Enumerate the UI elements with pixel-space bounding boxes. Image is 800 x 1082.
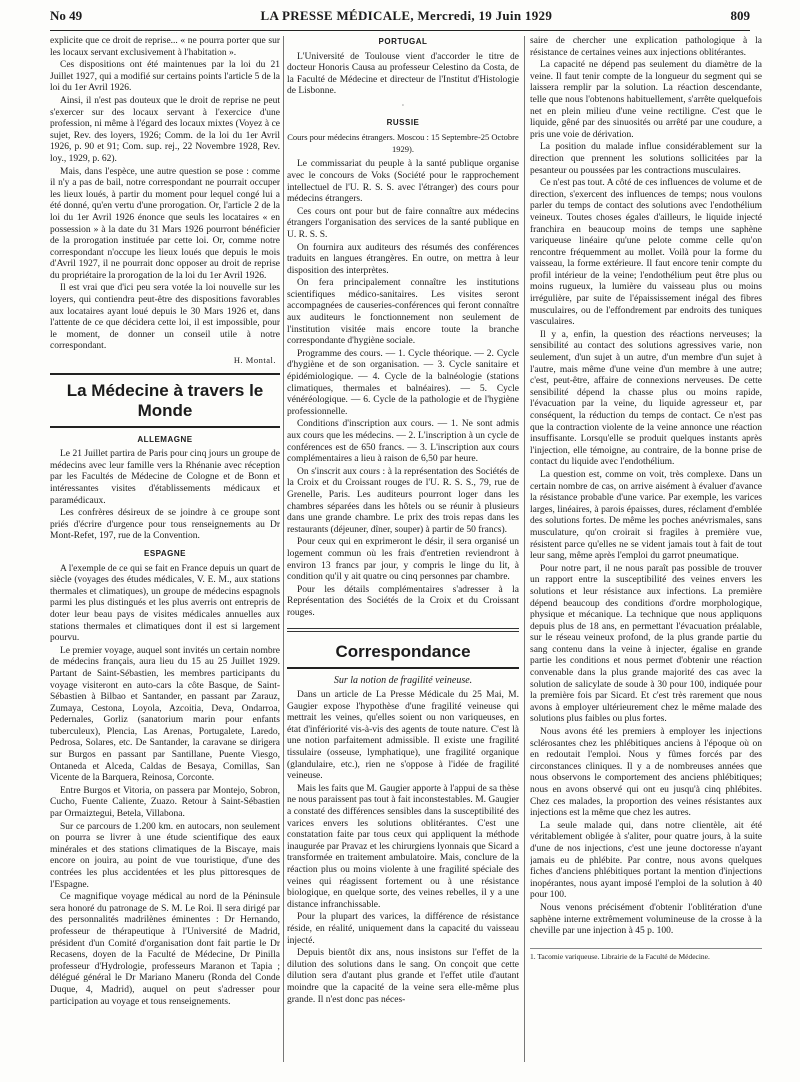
footnote: 1. Tacomie variqueuse. Librairie de la Faculté de Médecine. [530, 948, 762, 961]
paragraph: Dans un article de La Presse Médicale du 25 Mai, M. Gaugier expose l'hypothèse d'une fragilité veineuse qui mettrait les veines, qu'elles soient ou non variqueuses, en état d'infériorité vis-à-vis des agents de toute nature. C'est là une notion parfaitement admissible. Il existe une fragilité tissulaire (osseuse, lymphatique), une fragilité organique (glandulaire, etc.), rien ne s'oppose à l'idée de fragilité veineuse. [287, 690, 519, 782]
paragraph: Nous avons été les premiers à employer les injections sclérosantes chez les phlébitiques anciens à l'époque où on en redoutait l'emploi. Nous y fûmes forcés par des circonstances cliniques. Il y a de nombreuses années que nous observons le comportement des anciens phlébitiques; nous en avons observé qui ont eu jusqu'à cinq phlébites. Chez ces malades, la proportion des veines résistantes aux injections est la même que chez les autres. [530, 727, 762, 819]
article-subtitle: Sur la notion de fragilité veineuse. [333, 674, 473, 686]
paragraph: Le 21 Juillet partira de Paris pour cinq jours un groupe de médecins avec leur famille vers la Rhénanie avec réception par les Facultés de Médecine de Cologne et de Bonn et intéressantes visites d'établissements médicaux et paramédicaux. [50, 449, 280, 506]
paragraph: La question est, comme on voit, très complexe. Dans un certain nombre de cas, on arrive aisément à évaluer d'avance la résistance probable d'une varice. Par exemple, les varices larges, linéaires, à parois épaisses, dures, réclament d'emblée des solutions fortes. De même les poches anévrismales, sans musculature, qu'on croirait si fragiles à première vue, résistent parce qu'elles ne se vident jamais tout à fait de tout leur sang, même après l'emploi du garrot pneumatique. [530, 469, 762, 562]
paragraph: La seule malade qui, dans notre clientèle, ait été véritablement obligée à s'aliter, pour quatre jours, à la suite d'une de nos injections, c'est une jeune doctoresse n'ayant jamais eu de phlébite. Par contre, nous avons quelques fiches d'anciens phlébitiques portant la mention d'injections inopérantes, nous ayant imposé l'emploi de la solution à 40 pour 100. [530, 820, 762, 901]
paragraph: Nous venons précisément d'obtenir l'oblitération d'une saphène interne extrêmement volumineuse de la crosse à la cheville par une injection à 45 p. 100. [530, 902, 762, 937]
paragraph: Il y a, enfin, la question des réactions nerveuses; la sensibilité au contact des solutions agressives varie, non seulement, d'un sujet à un autre, d'un membre d'un sujet à l'autre, mais même d'une veine d'un membre à une autre; c'est, peut-être, affaire de connexions nerveuses. De cette sensibilité dépend la chasse plus ou moins rapide, l'évacuation par la veine, du liquide agresseur et, par conséquent, la réduction du temps de contact. Ce n'est pas que la contraction violente de la veine annonce une réaction insuffisante. Lorsqu'elle se produit quelques instants après l'injection, elle témoigne, au contraire, de la bonne prise de contact du liquide avec l'endothélium. [530, 329, 762, 468]
column-divider [524, 36, 525, 1062]
paragraph: On s'inscrit aux cours : à la représentation des Sociétés de la Croix et du Croissant rouges de l'U. R. S. S., 79, rue de Grenelle, Paris. Les auditeurs pourront loger dans les chambres séparées dans les hôtels ou se réunir à plusieurs dans une grande chambre. Le prix des trois repas dans les restaurants (déjeuner, dîner, souper) à partir de 50 francs). [287, 466, 519, 535]
paragraph: Ces cours ont pour but de faire connaître aux médecins étrangers l'organisation des services de la santé publique en U. R. S. S. [287, 206, 519, 240]
subsection-heading: ALLEMAGNE [137, 434, 193, 444]
paragraph: Ainsi, il n'est pas douteux que le droit de reprise ne peut s'exercer sur des locaux servant à l'exercice d'une profession, ni même à l'égard des locaux mixtes (Voyez à ce sujet, Rev. des loyers, 1926; Comm. de la loi du 1er Avril 1926, p. 90 et 91; Com. sup. rej., 22 Novembre 1928, Rev. loy., 1929, p. 62). [50, 95, 280, 164]
paragraph: On fournira aux auditeurs des résumés des conférences traduits en langues étrangères. En outre, on mettra à leur disposition des interprètes. [287, 242, 519, 276]
paragraph: Pour les détails complémentaires s'adresser à la Représentation des Sociétés de la Croix et du Croissant rouges. [287, 584, 519, 618]
subsection-subtitle: Cours pour médecins étrangers. Moscou : 15 Septembre-25 Octobre 1929). [287, 132, 519, 154]
subsection-heading: RUSSIE [386, 117, 420, 127]
paragraph: Pour ceux qui en exprimeront le désir, il sera organisé un logement commun où les frais d'entretien reviendront à environ 13 francs par jour, y compris le linge du lit, à condition qu'il y ait quatre ou cinq personnes par chambre. [287, 537, 519, 583]
paragraph: Depuis bientôt dix ans, nous insistons sur l'effet de la dilution des solutions dans le sang. On conçoit que cette dilution sera d'autant plus grande et l'effet utile d'autant moindre que la capacité de la veine sera elle-même plus grande. Il n'est donc pas néces- [287, 948, 519, 1005]
column-3 [530, 36, 762, 1076]
page-header [50, 8, 750, 31]
paragraph: Mais les faits que M. Gaugier apporte à l'appui de sa thèse ne nous paraissent pas tout à fait inconstestables. M. Gaugier a constaté des différences sensibles dans la susceptibilité des varices envers les solutions oblitérantes. C'est une constatation faite par tous ceux qui appliquent la méthode inaugurée par Pravaz et les chirurgiens lyonnais que Sicard a transformée en traitement ambulatoire. Mais, conclure de la réaction plus ou moins violente à une fragilité spéciale des veines qui réagissent fortement ou à une résistance biologique, en quelque sorte, des veines rebelles, il y a une distance infranchissable. [287, 783, 519, 910]
separator: · [401, 100, 405, 110]
subsection-heading: ESPAGNE [143, 548, 187, 558]
issue-number: No 49 [50, 8, 83, 23]
paragraph: Pour notre part, il ne nous paraît pas possible de trouver un rapport entre la susceptibilité des veines envers les solutions et leur résistance aux infections. La première dépend beaucoup des conditions d'ordre morphologique, physique et mécanique. La technique que nous appliquons depuis plus de 18 ans, en permettant l'évacuation préalable, sur le réseau veineux profond, de la plus grande partie du sang contenu dans la veine à injecter, égalise en grande partie les conditions et nous permet d'obtenir une réaction convenable dans la plus grande majorité des cas avec la solution de salicylate de soude à 30 pour 100, indiquée pour la première fois par Sicard. Et c'est très rarement que nous avons à employer ultérieurement chez le même malade des solutions plus faibles ou plus fortes. [530, 563, 762, 725]
paragraph: La position du malade influe considérablement sur la direction que prennent les solutions sollicitées par la pesanteur ou poussées par les contractions musculaires. [530, 142, 762, 176]
paragraph: On fera principalement connaître les institutions scientifiques médico-sanitaires. Les visites seront accompagnées de causeries-conférences qui feront connaître aux auditeurs le fonctionnement non seulement de l'institution visitée mais encore toute la branche correspondante d'hygiène sociale. [287, 278, 519, 347]
paragraph: Pour la plupart des varices, la différence de résistance réside, en réalité, uniquement dans la capacité du vaisseau injecté. [287, 912, 519, 946]
author-signature: H. Montal. [233, 355, 276, 366]
section-title: Correspondance [287, 636, 519, 669]
paragraph: saire de chercher une explication pathologique à la résistance de certaines veines aux injections oblitérantes. [530, 36, 762, 58]
section-rule [287, 628, 519, 632]
paragraph: Le commissariat du peuple à la santé publique organise avec le concours de Voks (Société pour le rapprochement intellectuel de l'U. R. S. S. avec l'étranger) des cours pour médecins étrangers. [287, 159, 519, 205]
column-2 [287, 36, 519, 1076]
subsection-heading: PORTUGAL [378, 37, 428, 46]
page-number: 809 [730, 8, 750, 23]
paragraph: Le premier voyage, auquel sont invités un certain nombre de médecins français, aura lieu du 15 au 25 Juillet 1929. Partant de Saint-Sébastien, les membres participants du voyage visiteront en auto-cars la côte Basque, de Saint-Sébastien à Bilbao et Santander, en passant par Zarauz, Zumaya, Cestona, Loyola, Azcoitia, Deva, Ondarroa, Pedernales, Gorliz (sanatorium marin pour enfants tuberculeux), Plencia, Las Arenas, Portugalete, Laredo, Pedrosa, Solares, etc. De Santander, la caravane se dirigera sur Burgos en passant par Santillane, Puente Viesgo, Ontaneda et Alceda, Caldas de Besaya, Comillas, San Vicente de la Barquera, Reinosa, Corconte. [50, 645, 280, 784]
paragraph: Ces dispositions ont été maintenues par la loi du 21 Juillet 1927, qui a modifié sur certains points l'article 5 de la loi du 1er Avril 1926. [50, 60, 280, 94]
paragraph: Ce n'est pas tout. A côté de ces influences de volume et de direction, s'exercent des influences de temps; nous voulons parler du temps de contact des solutions avec l'endothélium veineux. Toutes choses égales d'ailleurs, le liquide injecté franchira en beaucoup moins de temps une saphène variqueuse linéaire qu'une pelote comme celle qu'on rencontre fréquemment au mollet. Voilà pour la forme du vaisseau, la forme extérieure. Il faut encore tenir compte du profil intérieur de la veine; l'endothélium peut être plus ou moins rugueux, la lumière du vaisseau plus ou moins irrégulière, par suite de l'épaississement inégal des fibres musculaires, ou de l'effondrement par endroits des tuniques vasculaires. [530, 178, 762, 328]
paragraph: Mais, dans l'espèce, une autre question se pose : comme il n'y a pas de bail, notre correspondant ne pourrait occuper les lieux loués, à partir du moment pour lequel congé lui a été donné, qu'en vertu d'une prorogation. Or, l'article 2 de la loi du 1er Avril 1926 énonce que seuls les locataires « en possession » à la date du 31 Mars 1926 pourront bénéficier de la prorogation instituée par cette loi. Or, comme notre correspondant n'occupe les lieux loués que depuis le mois d'Avril 1927, il ne pourrait donc opposer au droit de reprise du propriétaire la prorogation de la loi du 1er Avril 1926. [50, 166, 280, 281]
paragraph: A l'exemple de ce qui se fait en France depuis un quart de siècle (voyages des études médicales, V. E. M., aux stations thermales et climatiques), un groupe de médecins espagnols parmi les plus distingués et les plus averris ont entrepris de doter leur beau pays de visites médicales annuelles aux stations thermales et climatiques dont il est si largement pourvu. [50, 563, 280, 644]
column-1 [50, 36, 280, 1076]
paragraph: Il est vrai que d'ici peu sera votée la loi nouvelle sur les loyers, qui contiendra peut-être des dispositions favorables aux locataires ayant loué depuis le 30 Mars 1926 et, dans l'attente de ce que décidera cette loi, il est impossible, pour le moment, de donner un conseil utile à notre correspondant. [50, 283, 280, 352]
paragraph: Entre Burgos et Vitoria, on passera par Montejo, Sobron, Cucho, Fuente Caliente, Zuazo. Retour à Saint-Sébastien par Ormaiztegui, Betela, Villabona. [50, 785, 280, 820]
paragraph: Les confrères désireux de se joindre à ce groupe sont priés d'écrire d'urgence pour tous renseignements au Dr Mont-Refet, 197, rue de la Convention. [50, 508, 280, 542]
masthead-title: LA PRESSE MÉDICALE, Mercredi, 19 Juin 1929 [260, 8, 553, 23]
paragraph: Sur ce parcours de 1.200 km. en autocars, non seulement on pourra se livrer à une étude scientifique des eaux minérales et des stations climatiques de la Biscaye, mais encore on jouira, au point de vue touristique, d'une des contrées les plus accidentées et les plus pittoresques de l'Espagne. [50, 821, 280, 890]
paragraph: Programme des cours. — 1. Cycle théorique. — 2. Cycle d'hygiène et de son organisation. — 3. Cycle sanitaire et épidémiologique. — 4. Cycle de la balnéologie (stations climatiques, thermales et balnéaires). — 5. Cycle vénéréologique. — 6. Cycle de la pathologie et de l'hygiène professionnelle. [287, 348, 519, 417]
paragraph: L'Université de Toulouse vient d'accorder le titre de docteur Honoris Causa au professeur Celestino da Costa, de la Faculté de Médecine et directeur de l'Institut d'Histologie de Lisbonne. [287, 51, 519, 97]
column-divider [283, 36, 284, 1062]
section-title: La Médecine à travers le Monde [50, 373, 280, 428]
paragraph: explicite que ce droit de reprise... « ne pourra porter que sur les locaux servant exclusivement à l'habitation ». [50, 36, 280, 58]
paragraph: Conditions d'inscription aux cours. — 1. Ne sont admis aux cours que les médecins. — 2. L'inscription à un cycle de conférences est de 650 francs. — 3. L'inscription aux cours complémentaires a lieu à raison de 6,50 par heure. [287, 419, 519, 465]
paragraph: La capacité ne dépend pas seulement du diamètre de la veine. Il faut tenir compte de la longueur du segment qui se laissera remplir par la solution. La réaction descendante, telle que nous l'obtenons habituellement, s'arrête quelquefois net en plein milieu d'une veine rectiligne. C'est que le liquide, gêné par des sinuosités ou arrêté par une coudure, a pris une voie de dérivation. [530, 60, 762, 140]
paragraph: Ce magnifique voyage médical au nord de la Péninsule sera honoré du patronage de S. M. Le Roi. Il sera dirigé par des personnalités madrilènes éminentes : Dr Hernando, professeur de thérapeutique à l'Université de Madrid, président d'un Comité d'organisation dont fait partie le Dr Recasens, doyen de la Faculté de Médecine, Dr Pinilla professeur d'Hydrologie, professeurs Maranon et Tapia ; délégué général le Dr Mariano Maneru (Ronda del Conde Duque, 4, Madrid), auquel on peut s'adresser pour participation au voyage et tous renseignements. [50, 892, 280, 1007]
